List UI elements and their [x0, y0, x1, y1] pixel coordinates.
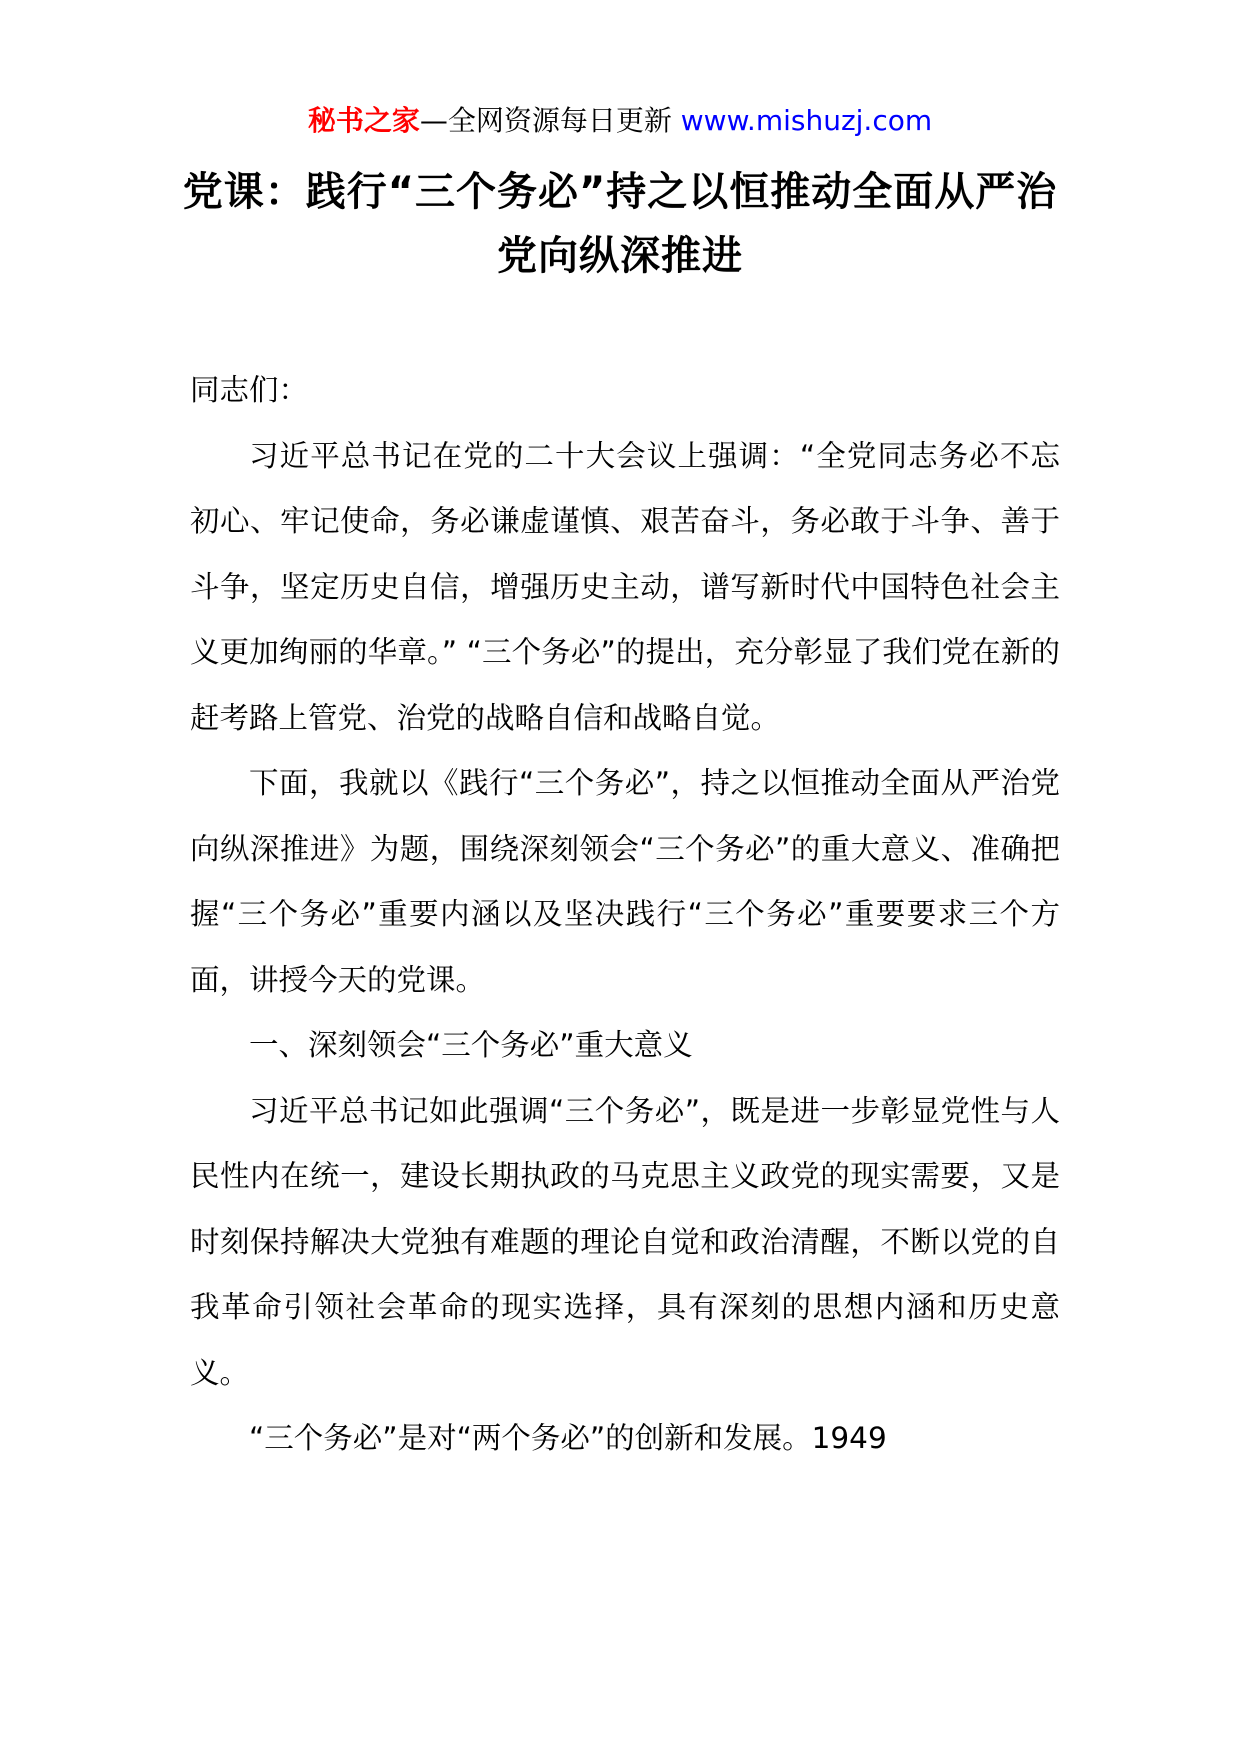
paragraph: 下面，我就以《践行“三个务必”，持之以恒推动全面从严治党向纵深推进》为题，围绕深刻领会“三个务必”的重大意义、准确把握“三个务必”重要内涵以及坚决践行“三个务必”重要要求三个方面，讲授今天的党课。: [190, 766, 1060, 997]
paragraph: 习近平总书记在党的二十大会议上强调：“全党同志务必不忘初心、牢记使命，务必谦虚谨慎、艰苦奋斗，务必敢于斗争、善于斗争，坚定历史自信，增强历史主动，谱写新时代中国特色社会主义更加绚丽的华章。” “三个务必”的提出，充分彰显了我们党在新的赶考路上管党、治党的战略自信和战略自觉。: [190, 438, 1060, 735]
brand-url-link[interactable]: www.mishuzj.com: [680, 104, 933, 137]
section-heading: 一、深刻领会“三个务必”重大意义: [249, 1028, 693, 1062]
document-title: 党课：践行“三个务必”持之以恒推动全面从严治党向纵深推进: [182, 169, 1058, 279]
site-header: [0, 101, 1240, 141]
paragraph: 习近平总书记如此强调“三个务必”，既是进一步彰显党性与人民性内在统一，建设长期执政的马克思主义政党的现实需要，又是时刻保持解决大党独有难题的理论自觉和政治清醒，不断以党的自我革命引领社会革命的现实选择，具有深刻的思想内涵和历史意义。: [190, 1093, 1060, 1390]
salutation: 同志们：: [190, 373, 309, 407]
brand-name: 秘书之家: [307, 104, 420, 137]
document-body: [190, 358, 1060, 1472]
paragraph: “三个务必”是对“两个务必”的创新和发展。1949: [249, 1421, 887, 1455]
brand-tagline: —全网资源每日更新: [419, 104, 681, 137]
